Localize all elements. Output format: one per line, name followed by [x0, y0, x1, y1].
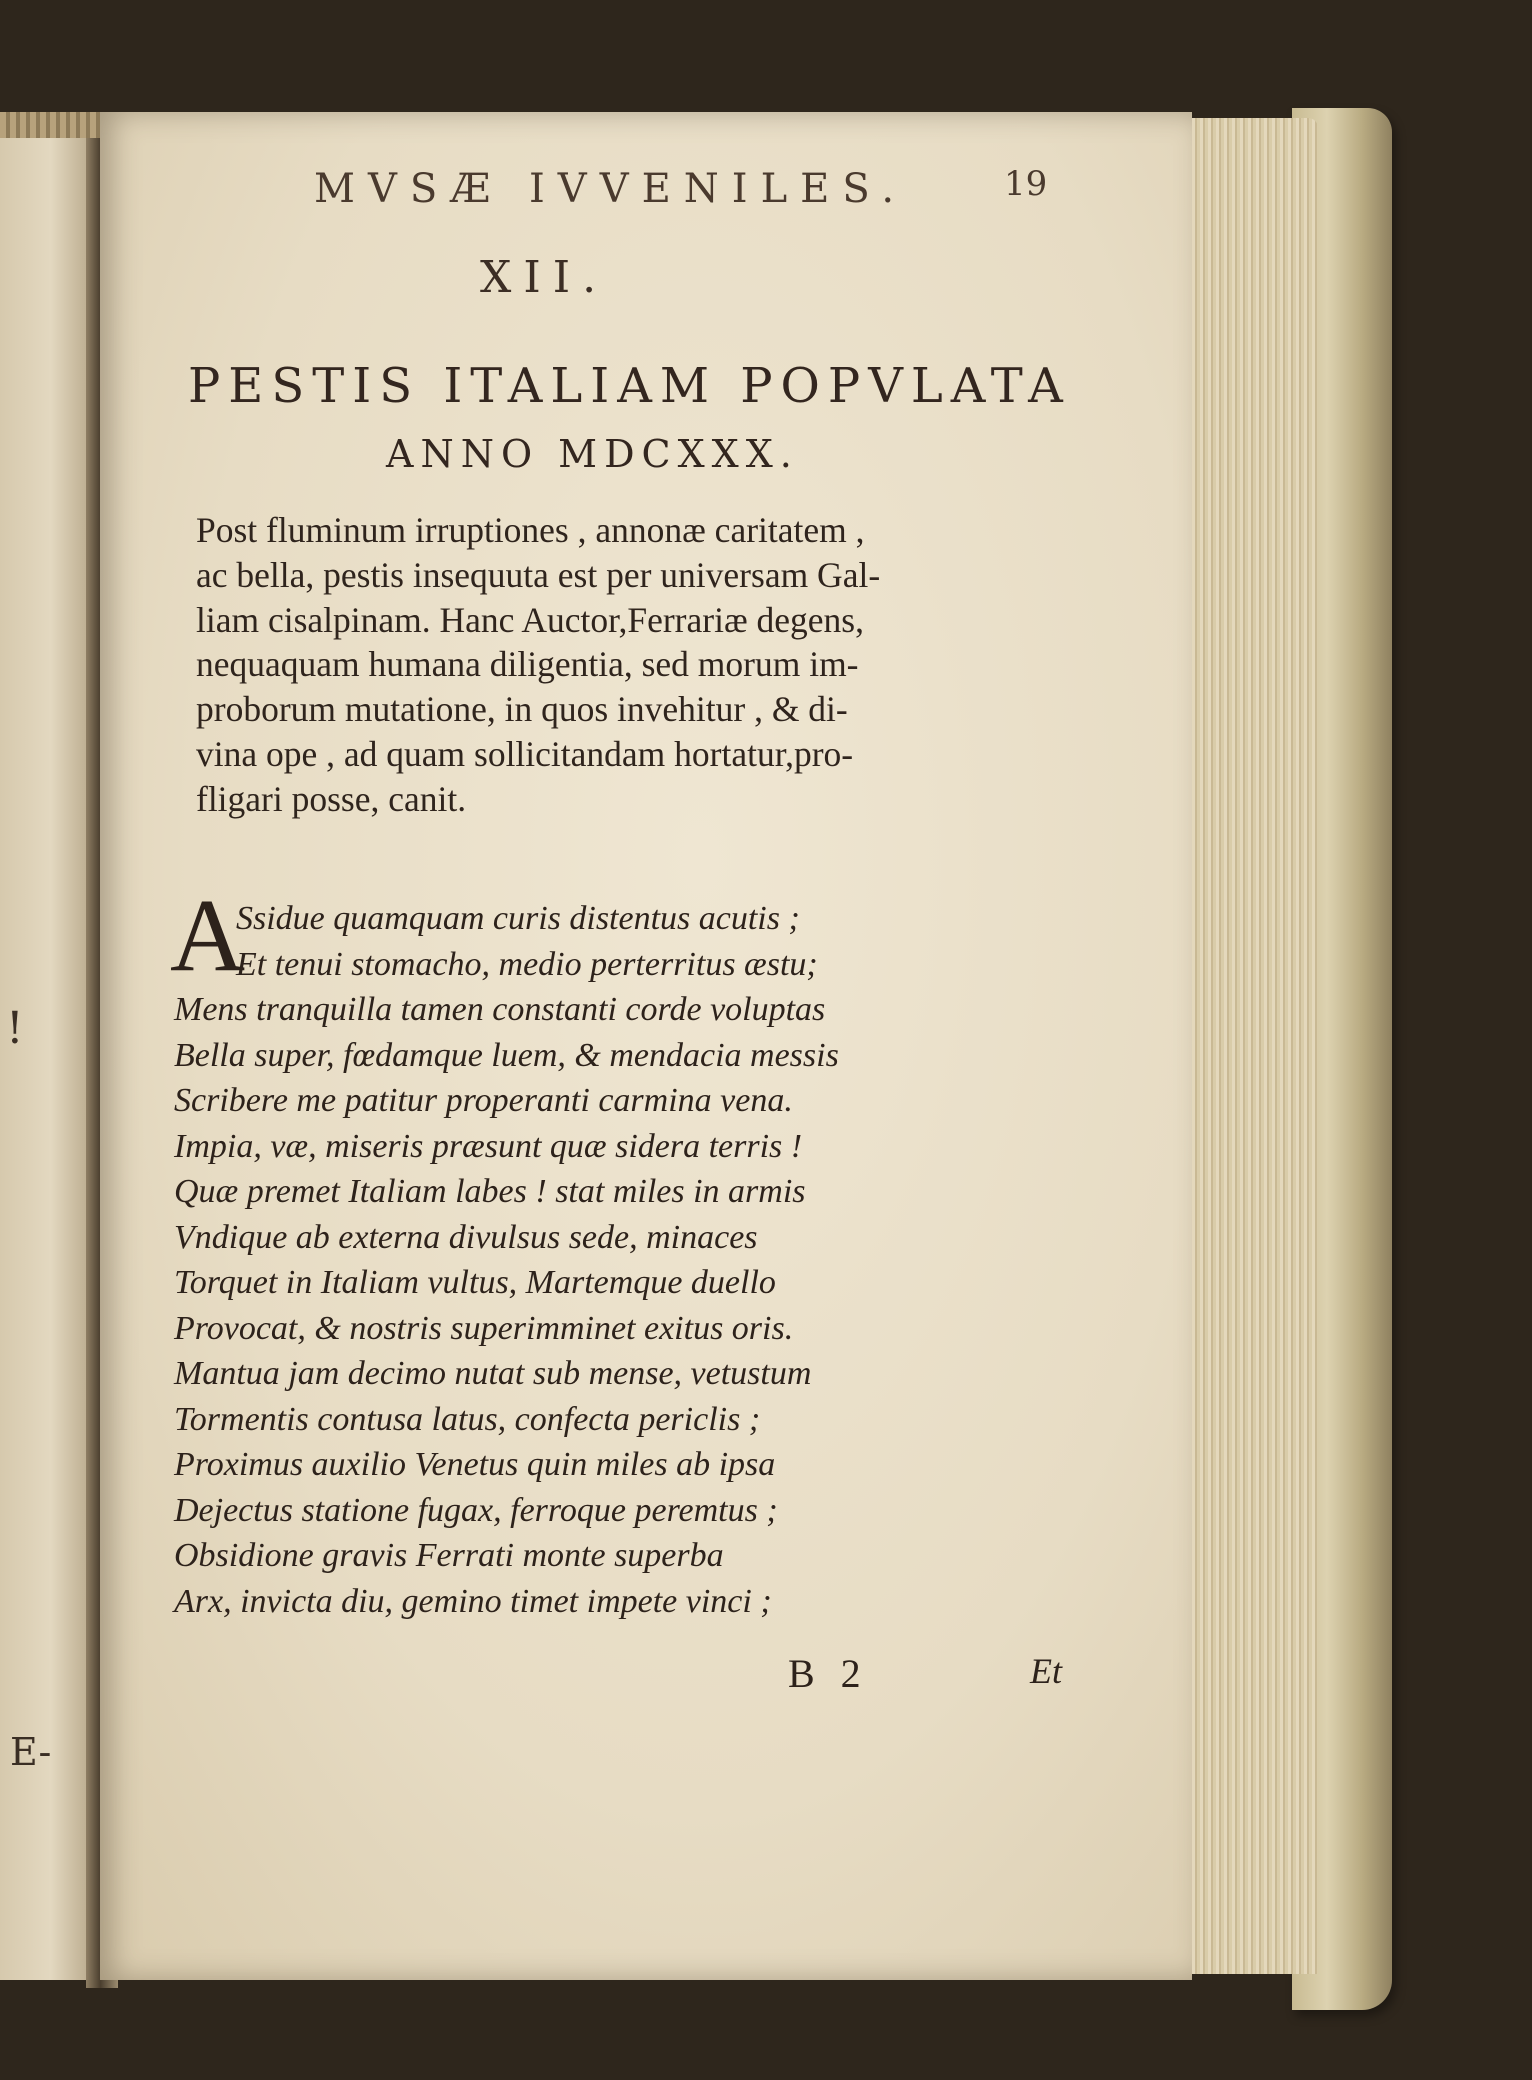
- poem-line: Tormentis contusa latus, confecta periclis ;: [174, 1400, 761, 1438]
- poem-line: Torquet in Italiam vultus, Martemque duello: [174, 1264, 776, 1301]
- poem-line: Obsidione gravis Ferrati monte superba: [174, 1537, 724, 1574]
- poem-line: Proximus auxilio Venetus quin miles ab ipsa: [174, 1446, 776, 1483]
- left-page-fragment: !: [6, 1003, 24, 1054]
- left-page-fragment: E-: [10, 1730, 52, 1774]
- summary-line: vina ope , ad quam sollicitandam hortatur,pro-: [196, 733, 854, 774]
- poem-line: Provocat, & nostris superimminet exitus oris.: [174, 1309, 794, 1347]
- poem-line: Bella super, fœdamque luem, & mendacia messis: [174, 1036, 839, 1074]
- page-edges: [1192, 118, 1318, 1974]
- drop-cap: A: [170, 878, 246, 993]
- left-page: [0, 128, 92, 1980]
- signature-mark: B 2: [788, 1651, 869, 1696]
- summary-line: liam cisalpinam. Hanc Auctor,Ferrariæ degens,: [196, 599, 864, 640]
- poem-line: Mantua jam decimo nutat sub mense, vetustum: [174, 1355, 812, 1392]
- poem-line: Ssidue quamquam curis distentus acutis ;: [236, 900, 800, 937]
- summary-line: fligari posse, canit.: [196, 778, 467, 819]
- summary-line: ac bella, pestis insequuta est per universam Gal-: [196, 554, 881, 595]
- catchword: Et: [1030, 1651, 1062, 1691]
- page-number: 19: [1004, 164, 1048, 204]
- section-number: XII.: [480, 252, 609, 303]
- poem-title: PESTIS ITALIAM POPVLATA: [188, 358, 1071, 414]
- poem-title-year: ANNO MDCXXX.: [386, 432, 799, 476]
- poem-line: Mens tranquilla tamen constanti corde voluptas: [174, 991, 826, 1028]
- poem-line: Vndique ab externa divulsus sede, minaces: [174, 1218, 758, 1256]
- poem-line: Scribere me patitur properanti carmina vena.: [174, 1082, 793, 1119]
- poem-line: Dejectus statione fugax, ferroque peremtus ;: [174, 1491, 778, 1529]
- poem-line: Arx, invicta diu, gemino timet impete vinci ;: [174, 1582, 772, 1620]
- summary-line: nequaquam humana diligentia, sed morum im-: [196, 644, 859, 685]
- summary-line: Post fluminum irruptiones , annonæ caritatem ,: [196, 510, 865, 550]
- poem-line: Impia, væ, miseris præsunt quæ sidera terris !: [174, 1127, 803, 1165]
- prose-summary: [196, 508, 880, 822]
- summary-line: proborum mutatione, in quos invehitur , & di-: [196, 689, 848, 730]
- poem-line: Quæ premet Italiam labes ! stat miles in armis: [174, 1173, 806, 1210]
- poem-line: Et tenui stomacho, medio perterritus æstu;: [236, 945, 818, 983]
- poem-body: [174, 896, 839, 1624]
- running-head: MVSÆ IVVENILES.: [314, 166, 908, 212]
